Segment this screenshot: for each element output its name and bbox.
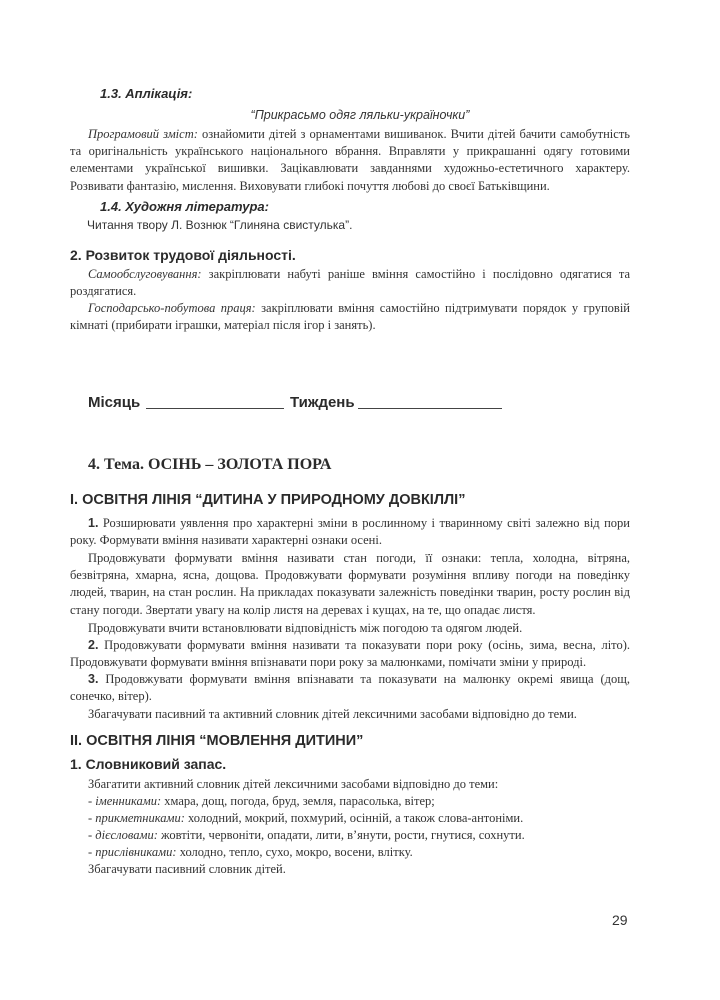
- nature-paragraph-5: [70, 671, 630, 705]
- nature-paragraph-4: [70, 637, 630, 671]
- week-blank-line: [358, 394, 502, 409]
- vocab-text: холодний, мокрий, похмурий, осінній, а також слова-антоніми.: [184, 811, 524, 825]
- program-label: Програмовий зміст:: [88, 127, 198, 141]
- month-label: Місяць: [88, 394, 141, 411]
- self-service-text: закріплювати набуті раніше вміння самостійно і послідовно одягатися та роздягатися.: [70, 267, 630, 299]
- item-number: 3.: [88, 672, 99, 686]
- nature-paragraph-3: Продовжувати вчити встановлювати відповідність між погодою та одягом людей.: [88, 621, 523, 635]
- household-label: Господарсько-побутова праця:: [88, 301, 256, 315]
- household-text: закріплювати вміння самостійно підтримувати порядок у груповій кімнаті (прибирати іграшки, матеріал після ігор і занять).: [70, 301, 630, 333]
- vocab-label: - дієсловами:: [88, 828, 158, 842]
- vocab-item-verbs: [70, 827, 630, 844]
- nature-paragraph-1: [70, 515, 630, 549]
- vocab-text: жовтіти, червоніти, опадати, лити, в’янути, рости, гнутися, сохнути.: [157, 828, 525, 842]
- household-paragraph: [70, 300, 630, 334]
- self-service-label: Самообслуговування:: [88, 267, 202, 281]
- heading-labor: 2. Розвиток трудової діяльності.: [70, 247, 296, 263]
- vocab-item-adverbs: [70, 844, 630, 861]
- applique-paragraph: [70, 126, 630, 195]
- page-number: 29: [612, 912, 628, 928]
- vocab-label: - прислівниками:: [88, 845, 177, 859]
- applique-title: “Прикрасьмо одяг ляльки-україночки”: [250, 108, 470, 122]
- literature-text: Читання твору Л. Вознюк “Глиняна свистулька”.: [87, 218, 353, 232]
- heading-applique: 1.3. Аплікація:: [100, 86, 193, 101]
- theme-title: 4. Тема. ОСІНЬ – ЗОЛОТА ПОРА: [88, 456, 332, 473]
- nature-text-1: Розширювати уявлення про характерні зміни в рослинному і тваринному світі залежно від пори року. Формувати вміння називати характерні ознаки осені.: [70, 516, 630, 548]
- heading-vocabulary: 1. Словниковий запас.: [70, 756, 227, 772]
- vocab-text: холодно, тепло, сухо, мокро, восени, влітку.: [176, 845, 413, 859]
- vocab-item-nouns: [70, 793, 630, 810]
- vocab-item-adjectives: [70, 810, 630, 827]
- nature-text-4: Продовжувати формувати вміння називати та показувати пори року (осінь, зима, весна, літо). Продовжувати формувати вміння впізнавати пори року за малюнками, помічати зміни у природі.: [70, 638, 630, 670]
- nature-text-5: Продовжувати формувати вміння впізнавати та показувати на малюнку окремі явища (дощ, сонечко, вітер).: [70, 672, 630, 704]
- heading-line-nature: І. ОСВІТНЯ ЛІНІЯ “ДИТИНА У ПРИРОДНОМУ ДОВКІЛЛІ”: [70, 492, 466, 508]
- nature-paragraph-2: Продовжувати формувати вміння називати стан погоди, її ознаки: тепла, холодна, вітряна, безвітряна, хмарна, ясна, дощова. Продовжувати формувати розуміння впливу погоди на поведінку людей, тварин, на стан рослин. На прикладах показувати залежність поведінки тварин, росту рослин від стану погоди. Звертати увагу на колір листя на деревах і кущах, на те, що опадає листя.: [70, 551, 630, 617]
- vocab-label: - прикметниками:: [88, 811, 185, 825]
- item-number: 2.: [88, 638, 99, 652]
- vocab-text: хмара, дощ, погода, бруд, земля, парасолька, вітер;: [161, 794, 435, 808]
- program-text: ознайомити дітей з орнаментами вишиванок. Вчити дітей бачити самобутність та оригінальність українського національного вбрання. Вправляти у прикрашанні одягу готовими елементами української вишивки. Зацікавлювати завданнями художньо-естетичного характеру. Розвивати фантазію, мислення. Виховувати глибокі почуття любові до своєї Батьківщини.: [70, 127, 630, 193]
- self-service-paragraph: [70, 266, 630, 300]
- nature-paragraph-6: Збагачувати пасивний та активний словник дітей лексичними засобами відповідно до теми.: [88, 707, 577, 721]
- item-number: 1.: [88, 516, 99, 530]
- vocab-label: - іменниками:: [88, 794, 162, 808]
- heading-line-speech: ІІ. ОСВІТНЯ ЛІНІЯ “МОВЛЕННЯ ДИТИНИ”: [70, 733, 364, 749]
- heading-literature: 1.4. Художня література:: [100, 199, 269, 214]
- vocabulary-intro: Збагатити активний словник дітей лексичними засобами відповідно до теми:: [88, 777, 499, 791]
- week-label: Тиждень: [290, 394, 355, 411]
- month-blank-line: [146, 394, 284, 409]
- vocabulary-outro: Збагачувати пасивний словник дітей.: [88, 862, 286, 876]
